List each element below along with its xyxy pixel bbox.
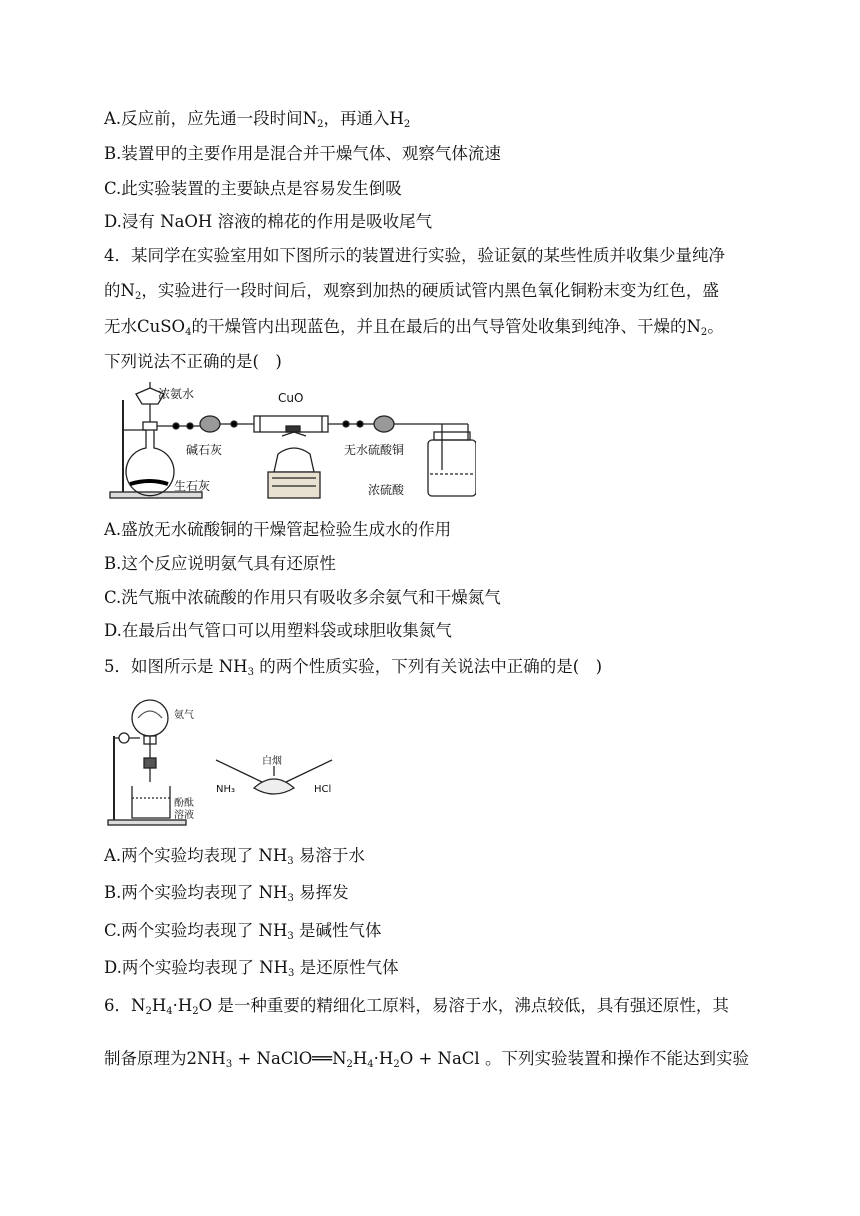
q5-option-a: A.两个实验均表现了 $NH_3$ 易溶于水 [104,846,365,867]
q4-option-d: D.在最后出气管口可以用塑料袋或球胆收集氮气 [104,621,452,640]
q4-stem-line1: 4．某同学在实验室用如下图所示的装置进行实验，验证氨的某些性质并收集少量纯净 [104,246,725,265]
label-anhydrous-cuso4: 无水硫酸铜 [344,443,405,457]
label-ammonia-gas: 氨气 [174,710,194,721]
fountain-and-smoke-diagram [104,696,344,828]
label-concentrated-h2so4: 浓硫酸 [368,483,405,497]
q5-option-b: B.两个实验均表现了 $NH_3$ 易挥发 [104,883,349,904]
q6-stem-line2: 制备原理为$2NH_3$ + $NaClO══N_2H_4\cdot H_2O$ + NaCl 。下列实验装置和操作不能达到实验 [104,1049,749,1070]
q4-option-b: B.这个反应说明氨气具有还原性 [104,554,336,573]
q3-option-c: C.此实验装置的主要缺点是容易发生倒吸 [104,179,402,198]
q5-option-d: D.两个实验均表现了 $NH_3$ 是还原性气体 [104,958,399,979]
label-nh3: NH₃ [216,784,236,795]
q6-stem-line1: 6．$N_2H_4\cdot H_2O$ 是一种重要的精细化工原料，易溶于水，沸点较低，具有强还原性，其 [104,996,729,1017]
q3-option-d: D.浸有 NaOH 溶液的棉花的作用是吸收尾气 [104,212,433,231]
q5-stem: 5．如图所示是 $NH_3$ 的两个性质实验，下列有关说法中正确的是( ) [104,657,603,678]
apparatus-diagram [106,380,476,502]
label-white-smoke: 白烟 [262,756,282,767]
q4-stem-line3: 无水CuSO$_4$的干燥管内出现蓝色，并且在最后的出气导管处收集到纯净、干燥的$N_2$。 [104,317,724,338]
q4-stem-line4: 下列说法不正确的是( ) [104,352,282,371]
q4-option-c: C.洗气瓶中浓硫酸的作用只有吸收多余氨气和干燥氮气 [104,588,501,607]
label-concentrated-ammonia: 浓氨水 [158,387,195,401]
ammonia-property-experiments-figure [104,696,344,828]
q4-stem-line2: 的$N_2$，实验进行一段时间后，观察到加热的硬质试管内黑色氧化铜粉末变为红色，盛 [104,281,719,302]
label-soda-lime: 碱石灰 [186,443,223,457]
q4-option-a: A.盛放无水硫酸铜的干燥管起检验生成水的作用 [104,520,452,539]
label-cuo: CuO [278,391,304,405]
label-quicklime: 生石灰 [174,479,211,493]
ammonia-reduction-apparatus-figure [106,380,476,502]
label-phenolphthalein: 酚酞 [174,798,194,809]
label-hcl: HCl [314,784,332,795]
q3-option-b: B.装置甲的主要作用是混合并干燥气体、观察气体流速 [104,144,501,163]
q3-option-a: A.反应前，应先通一段时间$N_2$，再通入$H_2$ [104,109,411,130]
q5-option-c: C.两个实验均表现了 $NH_3$ 是碱性气体 [104,921,382,942]
label-solution: 溶液 [174,810,194,821]
